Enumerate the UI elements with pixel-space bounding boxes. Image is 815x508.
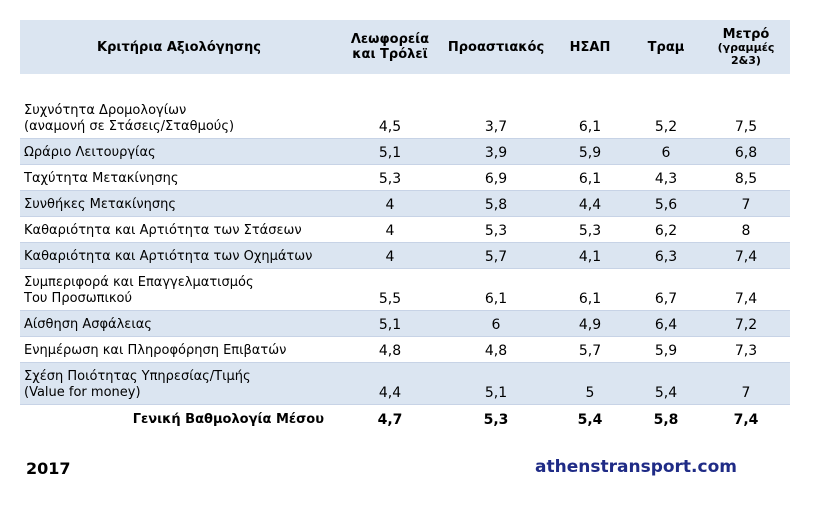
total-label: Γενική Βαθμολογία Μέσου (132, 411, 324, 427)
row-label-line1: Συμπεριφορά και Επαγγελματισμός (24, 274, 254, 290)
cell-proastiakos: 4,8 (442, 336, 550, 362)
cell-bus: 4,4 (338, 362, 442, 404)
table-body (20, 74, 790, 436)
cell-bus: 5,1 (338, 310, 442, 336)
row-label-line2: (Value for money) (24, 384, 141, 400)
cell-proastiakos: 6 (442, 310, 550, 336)
table-row (20, 310, 790, 336)
row-label: Καθαριότητα και Αρτιότητα των Οχημάτων (20, 242, 338, 268)
table-row (20, 362, 790, 404)
cell-isap: 4,9 (550, 310, 630, 336)
header-metro-line2: (γραμμές (717, 40, 775, 54)
header-isap: ΗΣΑΠ (569, 39, 611, 55)
cell-bus: 4 (338, 216, 442, 242)
row-label: Συνθήκες Μετακίνησης (20, 190, 338, 216)
row-label (20, 268, 338, 310)
row-label-line2: Του Προσωπικού (24, 290, 133, 306)
year-label: 2017 (26, 459, 71, 478)
cell-proastiakos: 5,8 (442, 190, 550, 216)
cell-proastiakos: 5,7 (442, 242, 550, 268)
cell-metro: 7,4 (702, 268, 790, 310)
total-tram: 5,8 (653, 411, 679, 428)
table-row (20, 268, 790, 310)
cell-isap: 5,7 (550, 336, 630, 362)
row-label: Ενημέρωση και Πληροφόρηση Επιβατών (20, 336, 338, 362)
cell-metro: 7,4 (702, 242, 790, 268)
header-criteria: Κριτήρια Αξιολόγησης (97, 39, 261, 55)
total-bus: 4,7 (377, 411, 403, 428)
table-row (20, 336, 790, 362)
cell-isap: 6,1 (550, 268, 630, 310)
table-row (20, 242, 790, 268)
table-row (20, 164, 790, 190)
total-proastiakos: 5,3 (483, 411, 509, 428)
ratings-table-container (20, 20, 790, 436)
header-bus-line1: Λεωφορεία (350, 32, 430, 47)
row-label: Αίσθηση Ασφάλειας (20, 310, 338, 336)
cell-isap: 6,1 (550, 96, 630, 138)
cell-bus: 4 (338, 242, 442, 268)
cell-metro: 7 (702, 190, 790, 216)
cell-isap: 5,9 (550, 138, 630, 164)
ratings-table (20, 20, 790, 436)
cell-tram: 4,3 (630, 164, 702, 190)
cell-proastiakos: 5,3 (442, 216, 550, 242)
cell-proastiakos: 3,7 (442, 96, 550, 138)
cell-tram: 5,6 (630, 190, 702, 216)
cell-isap: 6,1 (550, 164, 630, 190)
table-header (20, 20, 790, 74)
row-label (20, 362, 338, 404)
cell-metro: 8,5 (702, 164, 790, 190)
site-watermark: athenstransport.com (535, 457, 737, 477)
cell-metro: 7 (702, 362, 790, 404)
row-label-line1: Σχέση Ποιότητας Υπηρεσίας/Τιμής (24, 368, 251, 384)
cell-bus: 5,1 (338, 138, 442, 164)
cell-bus: 4,5 (338, 96, 442, 138)
row-label-line2: (αναμονή σε Στάσεις/Σταθμούς) (24, 118, 235, 134)
cell-proastiakos: 6,1 (442, 268, 550, 310)
cell-tram: 5,2 (630, 96, 702, 138)
cell-metro: 8 (702, 216, 790, 242)
header-metro-line1: Μετρό (722, 26, 770, 42)
cell-tram: 6,2 (630, 216, 702, 242)
row-label (20, 96, 338, 138)
header-bus (338, 20, 442, 74)
cell-bus: 4,8 (338, 336, 442, 362)
header-tram: Τραμ (647, 39, 685, 55)
table-row (20, 190, 790, 216)
total-row (20, 404, 790, 436)
header-bus-line2: και Τρόλεϊ (352, 47, 428, 62)
cell-proastiakos: 5,1 (442, 362, 550, 404)
cell-metro: 6,8 (702, 138, 790, 164)
cell-bus: 5,3 (338, 164, 442, 190)
cell-isap: 4,1 (550, 242, 630, 268)
cell-isap: 5 (550, 362, 630, 404)
cell-tram: 6 (630, 138, 702, 164)
cell-metro: 7,3 (702, 336, 790, 362)
header-metro (702, 20, 790, 74)
cell-tram: 6,3 (630, 242, 702, 268)
row-label: Ταχύτητα Μετακίνησης (20, 164, 338, 190)
total-isap: 5,4 (577, 411, 603, 428)
table-row (20, 138, 790, 164)
row-label: Ωράριο Λειτουργίας (20, 138, 338, 164)
spacer-row (20, 74, 790, 96)
cell-metro: 7,5 (702, 96, 790, 138)
cell-tram: 6,7 (630, 268, 702, 310)
header-metro-line3: 2&3) (731, 53, 761, 67)
cell-tram: 6,4 (630, 310, 702, 336)
cell-isap: 4,4 (550, 190, 630, 216)
header-proastiakos: Προαστιακός (447, 39, 545, 55)
cell-proastiakos: 3,9 (442, 138, 550, 164)
cell-metro: 7,2 (702, 310, 790, 336)
cell-tram: 5,9 (630, 336, 702, 362)
cell-isap: 5,3 (550, 216, 630, 242)
table-row (20, 216, 790, 242)
cell-bus: 5,5 (338, 268, 442, 310)
cell-proastiakos: 6,9 (442, 164, 550, 190)
cell-bus: 4 (338, 190, 442, 216)
table-row (20, 96, 790, 138)
row-label: Καθαριότητα και Αρτιότητα των Στάσεων (20, 216, 338, 242)
row-label-line1: Συχνότητα Δρομολογίων (24, 102, 187, 118)
cell-tram: 5,4 (630, 362, 702, 404)
total-metro: 7,4 (733, 411, 759, 428)
